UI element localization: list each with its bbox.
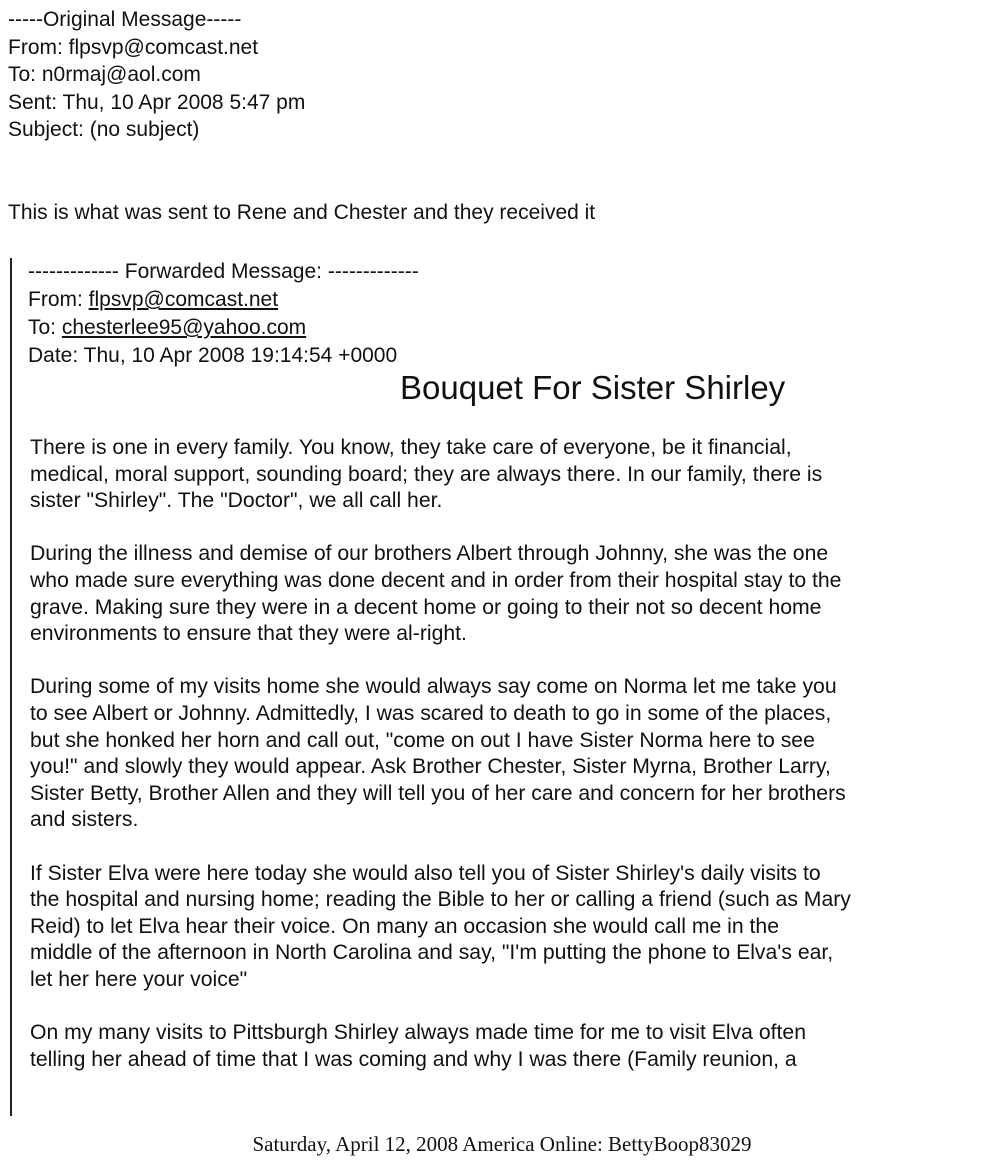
intro-line: This is what was sent to Rene and Chester and they received it [8,201,596,224]
original-subject: Subject: (no subject) [8,118,200,141]
forwarded-from-label: From: [28,288,89,311]
paragraph-3: During some of my visits home she would always say come on Norma let me take you to see Albert or Johnny. Admittedly, I was scared to death to go in some of the places, but she honked her horn and call out, "come on out I have Sister Norma here to see you!" and slowly they would appear. Ask Brother Chester, Sister Myrna, Brother Larry, Sister Betty, Brother Allen and they will tell you of her care and concern for her brothers and sisters. [30,675,846,832]
forwarded-headers [28,258,419,370]
paragraph-4: If Sister Elva were here today she would also tell you of Sister Shirley's daily visits to the hospital and nursing home; reading the Bible to her or calling a friend (such as Mary Reid) to let Elva hear their voice. On many an occasion she would call me in the middle of the afternoon in North Carolina and say, "I'm putting the phone to Elva's ear, let her here your voice" [30,861,851,991]
original-message-title: -----Original Message----- [8,8,242,31]
original-message-header [8,6,305,144]
forwarded-to-link[interactable]: chesterlee95@yahoo.com [61,316,307,339]
document-body [30,435,988,1100]
forwarded-date: Date: Thu, 10 Apr 2008 19:14:54 +0000 [28,344,398,367]
forwarded-title: ------------- Forwarded Message: ------------- [28,260,419,283]
forwarded-to-label: To: [28,316,62,339]
forwarded-from-link[interactable]: flpsvp@comcast.net [88,288,279,311]
original-from: From: flpsvp@comcast.net [8,35,259,59]
forwarded-to [28,314,419,342]
paragraph-1: There is one in every family. You know, they take care of everyone, be it financial, medical, moral support, sounding board; they are always there. In our family, there is sister "Shirley". The "Doctor", we all call her. [30,436,823,513]
paragraph-2: During the illness and demise of our brothers Albert through Johnny, she was the one who made sure everything was done decent and in order from their hospital stay to the grave. Making sure they were in a decent home or going to their not so decent home environments to ensure that they were al-right. [30,542,842,646]
original-sent: Sent: Thu, 10 Apr 2008 5:47 pm [8,90,306,114]
document-title: Bouquet For Sister Shirley [400,369,786,406]
print-footer: Saturday, April 12, 2008 America Online: BettyBoop83029 [252,1132,752,1156]
paragraph-5: On my many visits to Pittsburgh Shirley always made time for me to visit Elva often telling her ahead of time that I was coming and why I was there (Family reunion, a [30,1021,806,1071]
forwarded-from [28,286,419,314]
forwarded-message [10,258,992,1116]
original-to: To: n0rmaj@aol.com [8,63,201,86]
